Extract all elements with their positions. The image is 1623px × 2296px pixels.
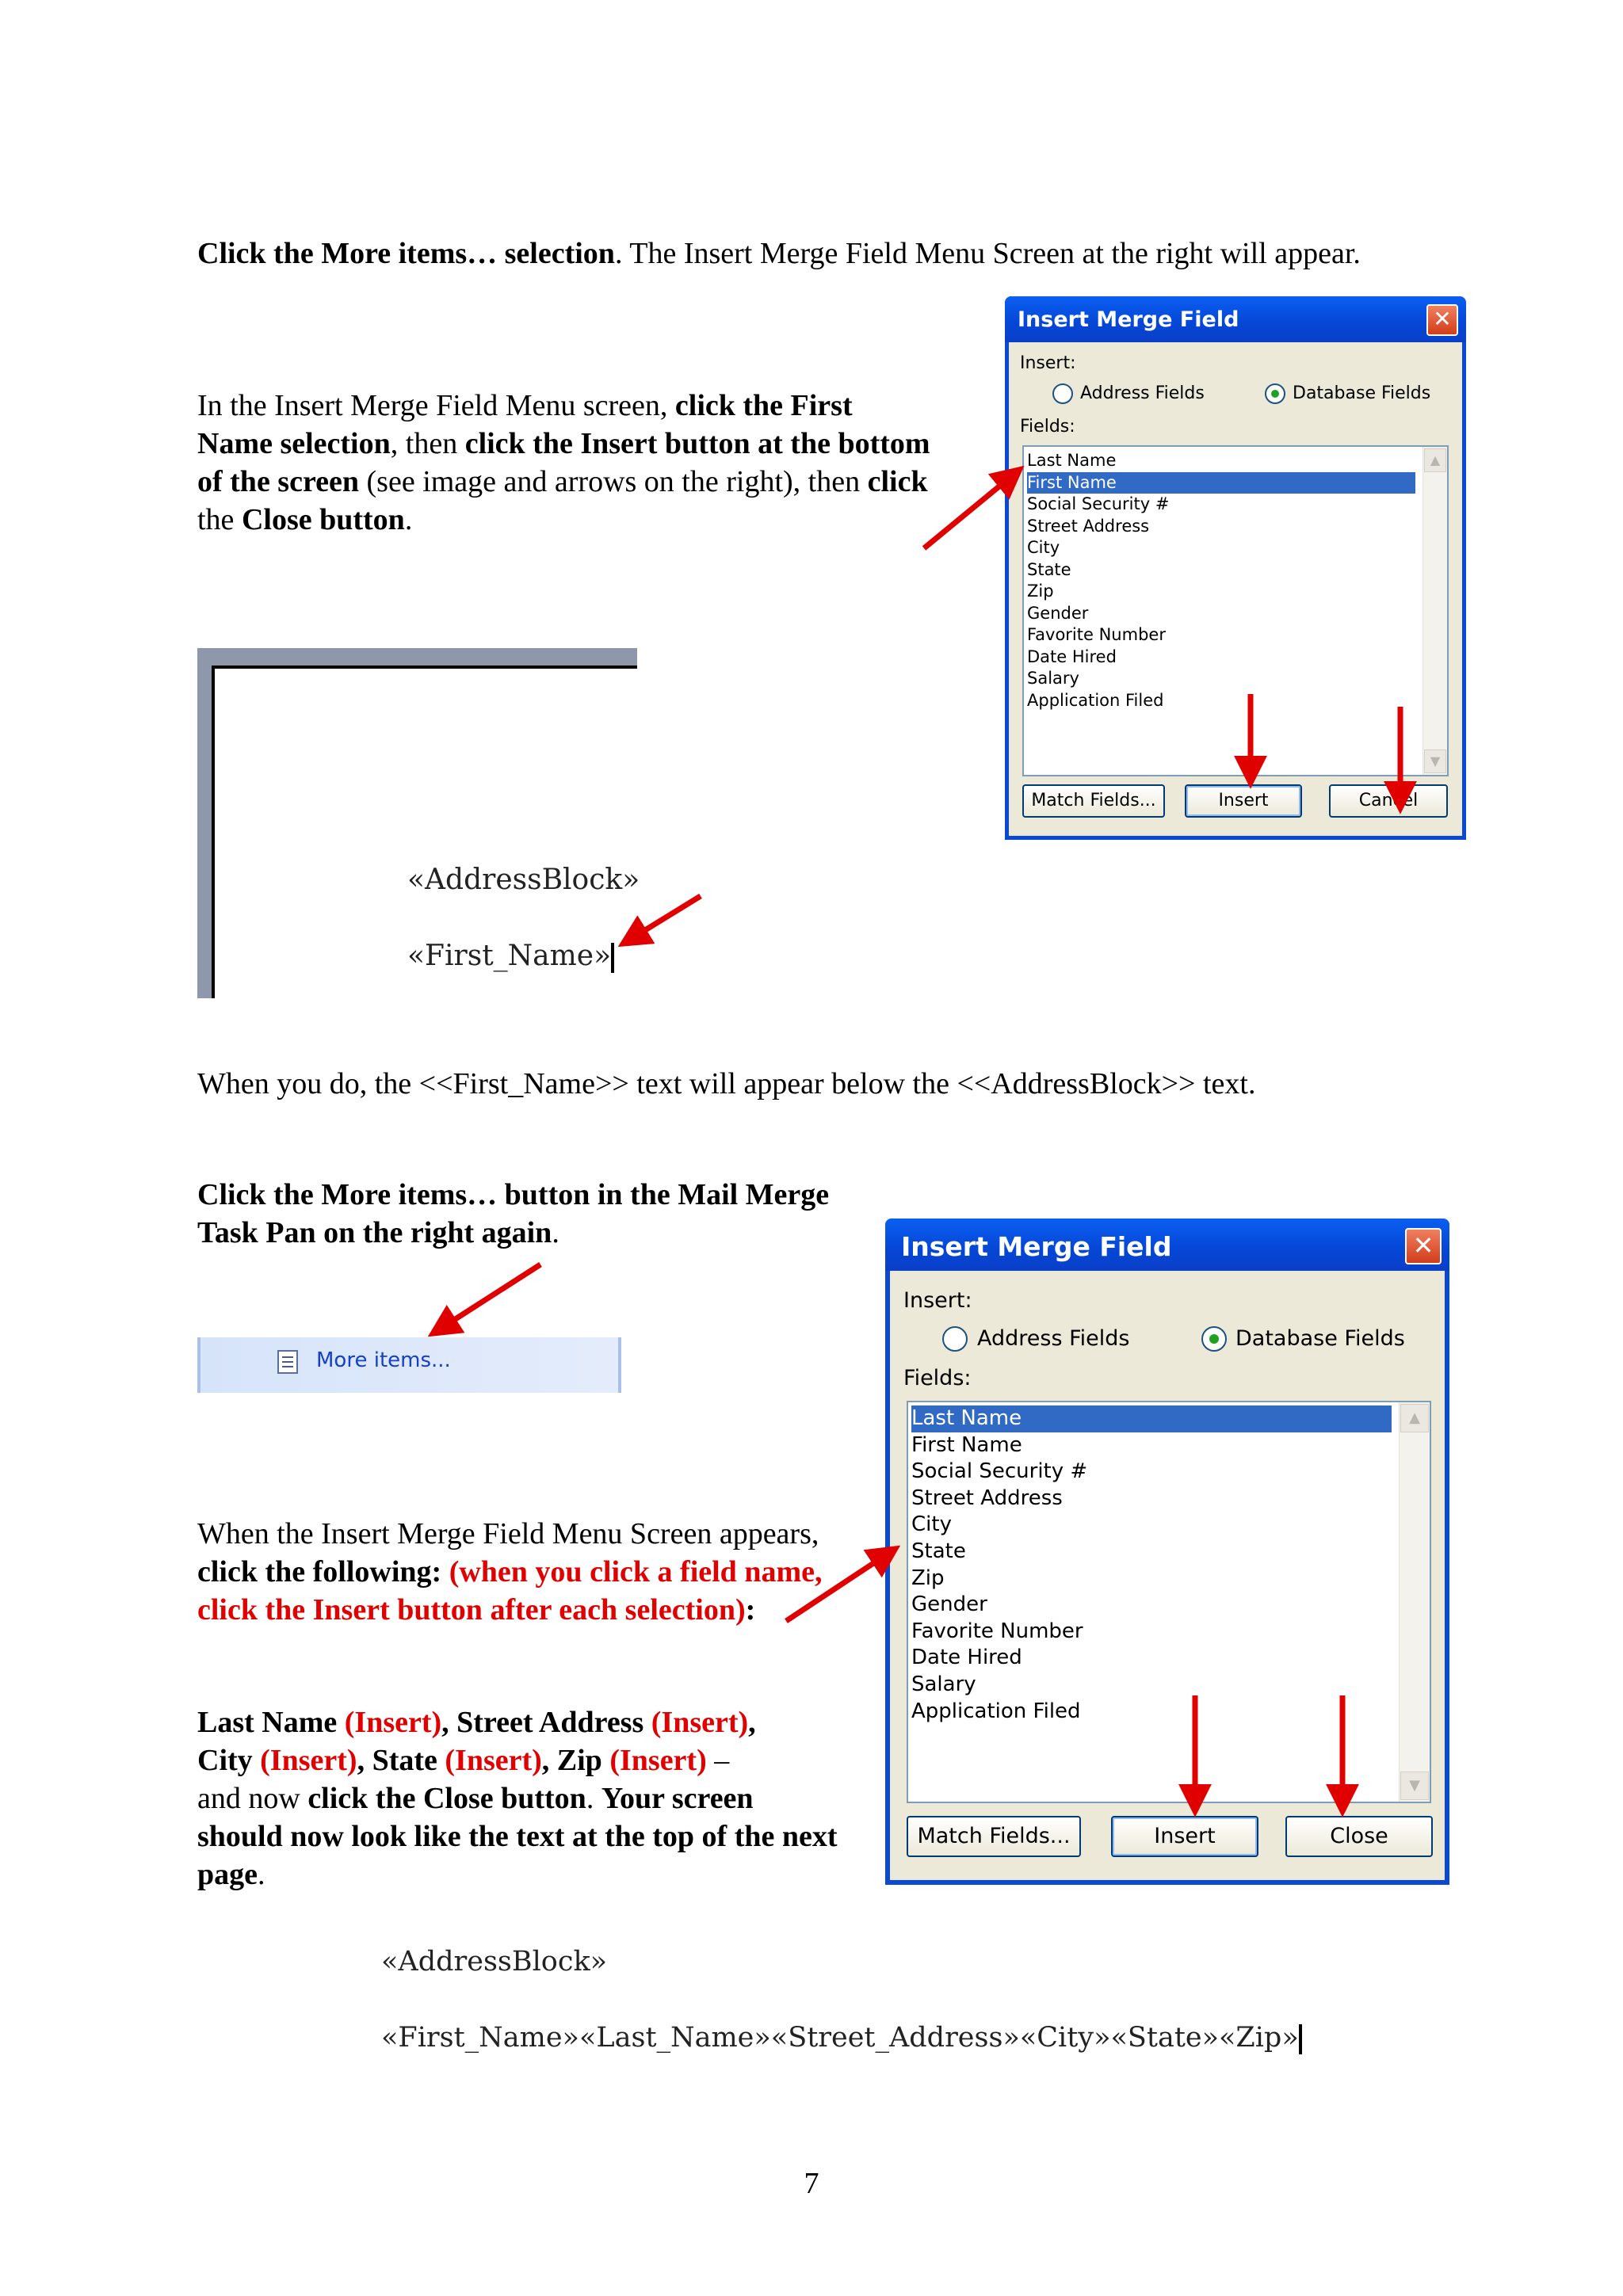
text-run: . <box>586 1782 601 1815</box>
field-list-item[interactable]: First Name <box>1027 472 1415 494</box>
instruction-first-name <box>197 387 934 539</box>
red-note: (when you click a field name, click the Insert button after each selection) <box>197 1555 823 1627</box>
instruction-text: . The Insert Merge Field Menu Screen at the right will appear. <box>614 237 1361 270</box>
text-run: and now <box>197 1782 308 1815</box>
bold-run: click the First Name selection <box>197 389 853 460</box>
radio-dot <box>1271 390 1279 398</box>
separator: , <box>748 1706 756 1739</box>
field-name: State <box>372 1744 437 1777</box>
field-list-item[interactable]: First Name <box>911 1432 1022 1457</box>
text-run: When the Insert Merge Field Menu Screen appears, <box>197 1517 819 1550</box>
insert-note: (Insert) <box>601 1744 707 1777</box>
dialog-title-bar <box>1005 296 1466 342</box>
dialog-title-bar <box>885 1219 1449 1271</box>
fields-listbox[interactable] <box>1022 445 1449 776</box>
bold-run: : <box>745 1593 756 1627</box>
radio-database-label[interactable]: Database Fields <box>1235 1326 1405 1351</box>
separator: , <box>441 1706 457 1739</box>
field-list-item[interactable]: State <box>911 1539 966 1563</box>
dialog-body <box>1009 342 1462 836</box>
merge-fields-line <box>381 2022 1302 2054</box>
address-block-field: «AddressBlock» <box>407 864 640 896</box>
instruction-bold: Click the More items… selection <box>197 237 615 270</box>
instruction-more-items-again <box>197 1176 847 1252</box>
scroll-down-icon[interactable]: ▼ <box>1400 1772 1429 1800</box>
field-name: Zip <box>556 1744 602 1777</box>
insert-button[interactable]: Insert <box>1185 784 1302 818</box>
field-name: Last Name <box>197 1706 338 1739</box>
bold-run: click the Insert button at the bottom of the screen <box>197 427 930 498</box>
scroll-down-icon[interactable]: ▼ <box>1424 749 1446 773</box>
frame-edge-top <box>212 666 637 669</box>
fields-label: Fields: <box>1020 417 1075 437</box>
radio-address-label[interactable]: Address Fields <box>977 1326 1130 1351</box>
dialog-title: Insert Merge Field <box>1018 307 1239 332</box>
icon-line <box>282 1361 293 1363</box>
radio-database-label[interactable]: Database Fields <box>1293 383 1431 403</box>
text-caret <box>1299 2024 1302 2054</box>
insert-note: (Insert) <box>252 1744 357 1777</box>
first-name-field <box>407 940 614 973</box>
dash: – <box>706 1744 730 1777</box>
separator: , <box>357 1744 372 1777</box>
field-list-item[interactable]: Street Address <box>911 1486 1063 1510</box>
field-list-item[interactable]: City <box>911 1512 952 1537</box>
field-list-item[interactable]: Gender <box>911 1592 987 1617</box>
bold-run: click <box>867 465 928 498</box>
address-block-field: «AddressBlock» <box>381 1946 608 1978</box>
field-list-item[interactable]: Application Filed <box>911 1699 1081 1723</box>
field-list-item[interactable]: Favorite Number <box>911 1619 1083 1643</box>
field-list-item[interactable]: Zip <box>911 1566 945 1590</box>
bold-run: Close button <box>241 503 405 536</box>
field-list-item[interactable]: Social Security # <box>1027 494 1170 513</box>
scroll-up-icon[interactable]: ▲ <box>1400 1404 1429 1432</box>
field-list-item[interactable]: Street Address <box>1027 516 1150 536</box>
frame-edge-left <box>212 666 215 998</box>
field-list-item[interactable]: Salary <box>1027 669 1079 688</box>
text-run: . <box>552 1216 559 1249</box>
scroll-up-icon[interactable]: ▲ <box>1424 448 1446 472</box>
radio-address-label[interactable]: Address Fields <box>1080 383 1205 403</box>
match-fields-button[interactable]: Match Fields... <box>1022 784 1165 818</box>
field-list-item[interactable]: Favorite Number <box>1027 625 1166 644</box>
text-run: the <box>197 503 242 536</box>
frame-left-bar <box>197 648 212 998</box>
radio-dot <box>1209 1334 1219 1344</box>
field-list-item[interactable]: Gender <box>1027 603 1089 623</box>
field-list-item[interactable]: Last Name <box>911 1405 1392 1432</box>
field-list-item[interactable]: Social Security # <box>911 1459 1088 1484</box>
field-name: Street Address <box>456 1706 644 1739</box>
insert-note: (Insert) <box>643 1706 749 1739</box>
separator: , <box>541 1744 557 1777</box>
bold-run: click the following: <box>197 1555 442 1589</box>
fields-label: Fields: <box>903 1366 972 1390</box>
icon-line <box>282 1366 293 1367</box>
text-run: (see image and arrows on the right), then <box>359 465 868 498</box>
insert-label: Insert: <box>903 1288 972 1313</box>
insert-merge-field-dialog-1 <box>1005 296 1466 840</box>
field-list-item[interactable]: Last Name <box>1027 451 1117 470</box>
merge-fields-text: «First_Name»«Last_Name»«Street_Address»«City»«State»«Zip» <box>381 2022 1299 2054</box>
field-list-item[interactable]: Zip <box>1027 582 1054 601</box>
radio-address-fields[interactable] <box>1052 383 1073 404</box>
insert-merge-field-dialog-2 <box>885 1219 1449 1885</box>
insert-note: (Insert) <box>437 1744 542 1777</box>
field-list-item[interactable]: Date Hired <box>1027 646 1117 666</box>
insert-button[interactable]: Insert <box>1111 1816 1258 1857</box>
radio-database-fields[interactable] <box>1265 383 1285 404</box>
instruction-more-items <box>197 235 1394 273</box>
radio-address-fields[interactable] <box>942 1326 968 1352</box>
match-fields-button[interactable]: Match Fields... <box>907 1816 1081 1857</box>
close-icon[interactable]: ✕ <box>1405 1228 1442 1264</box>
text-run: . <box>258 1858 265 1891</box>
text-run: . <box>404 503 413 536</box>
icon-line <box>282 1356 293 1358</box>
cancel-button[interactable]: Cancel <box>1329 784 1448 818</box>
instruction-field-sequence <box>197 1703 846 1894</box>
result-note: When you do, the <<First_Name>> text will appear below the <<AddressBlock>> text. <box>197 1067 1256 1100</box>
frame-top-bar <box>197 648 637 666</box>
text-caret <box>611 943 614 973</box>
field-list-item[interactable]: City <box>1027 538 1060 557</box>
bold-run: Your screen should now look like the text at the top of the next page <box>197 1782 838 1891</box>
instruction-click-following <box>197 1515 831 1629</box>
insert-label: Insert: <box>1020 353 1076 373</box>
document-list-icon <box>277 1350 298 1374</box>
dialog-body <box>890 1271 1445 1880</box>
insert-note: (Insert) <box>337 1706 442 1739</box>
scrollbar[interactable] <box>1423 447 1447 775</box>
more-items-task-pane <box>197 1337 621 1393</box>
scrollbar[interactable] <box>1399 1402 1430 1802</box>
close-button[interactable]: Close <box>1285 1816 1433 1857</box>
dialog-title: Insert Merge Field <box>901 1231 1172 1262</box>
radio-database-fields[interactable] <box>1201 1326 1227 1352</box>
arrow-to-more-items <box>434 1264 540 1333</box>
text-run: In the Insert Merge Field Menu screen, <box>197 389 675 422</box>
first-name-text: «First_Name» <box>407 940 612 972</box>
field-list-item[interactable]: State <box>1027 559 1071 579</box>
field-list-item[interactable]: Salary <box>911 1672 976 1696</box>
page-number: 7 <box>804 2167 819 2200</box>
close-icon[interactable]: ✕ <box>1426 304 1458 336</box>
field-list-item[interactable]: Application Filed <box>1027 690 1164 710</box>
fields-listbox[interactable] <box>907 1401 1431 1803</box>
text-run: , then <box>390 427 465 460</box>
bold-run: Click the More items… button in the Mail Merge Task Pan on the right again <box>197 1178 830 1249</box>
field-name: City <box>197 1744 253 1777</box>
field-list-item[interactable]: Date Hired <box>911 1646 1022 1670</box>
more-items-link[interactable]: More items... <box>316 1348 451 1372</box>
bold-run: click the Close button <box>307 1782 586 1815</box>
